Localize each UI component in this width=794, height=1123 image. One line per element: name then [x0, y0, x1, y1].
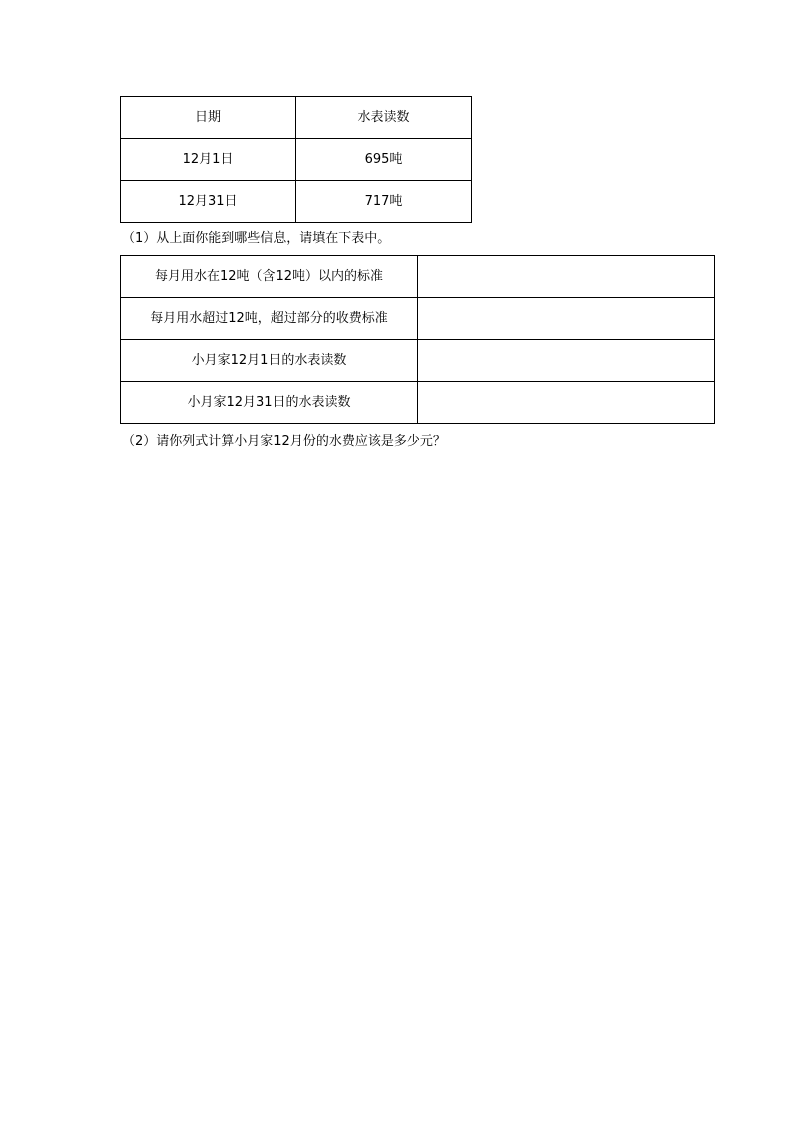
table-row	[121, 382, 715, 424]
table-row	[121, 181, 472, 223]
date-cell: 12月31日	[121, 181, 296, 223]
date-cell: 12月1日	[121, 139, 296, 181]
table-row	[121, 298, 715, 340]
question-2-text: （2）请你列式计算小月家12月份的水费应该是多少元？	[122, 434, 446, 449]
question-1-text: （1）从上面你能到哪些信息，请填在下表中。	[122, 231, 391, 246]
water-meter-reading-table	[120, 96, 472, 223]
answer-blank-cell[interactable]	[418, 382, 715, 424]
info-fill-table	[120, 255, 715, 424]
reading-header: 水表读数	[296, 97, 472, 139]
table-row	[121, 256, 715, 298]
reading-cell: 717吨	[296, 181, 472, 223]
info-label-cell: 每月用水在12吨（含12吨）以内的标准	[121, 256, 418, 298]
answer-blank-cell[interactable]	[418, 256, 715, 298]
info-label-cell: 小月家12月31日的水表读数	[121, 382, 418, 424]
date-header: 日期	[121, 97, 296, 139]
table-row	[121, 139, 472, 181]
table-row	[121, 340, 715, 382]
answer-blank-cell[interactable]	[418, 298, 715, 340]
reading-cell: 695吨	[296, 139, 472, 181]
table-header-row	[121, 97, 472, 139]
info-label-cell: 小月家12月1日的水表读数	[121, 340, 418, 382]
answer-blank-cell[interactable]	[418, 340, 715, 382]
info-label-cell: 每月用水超过12吨，超过部分的收费标准	[121, 298, 418, 340]
